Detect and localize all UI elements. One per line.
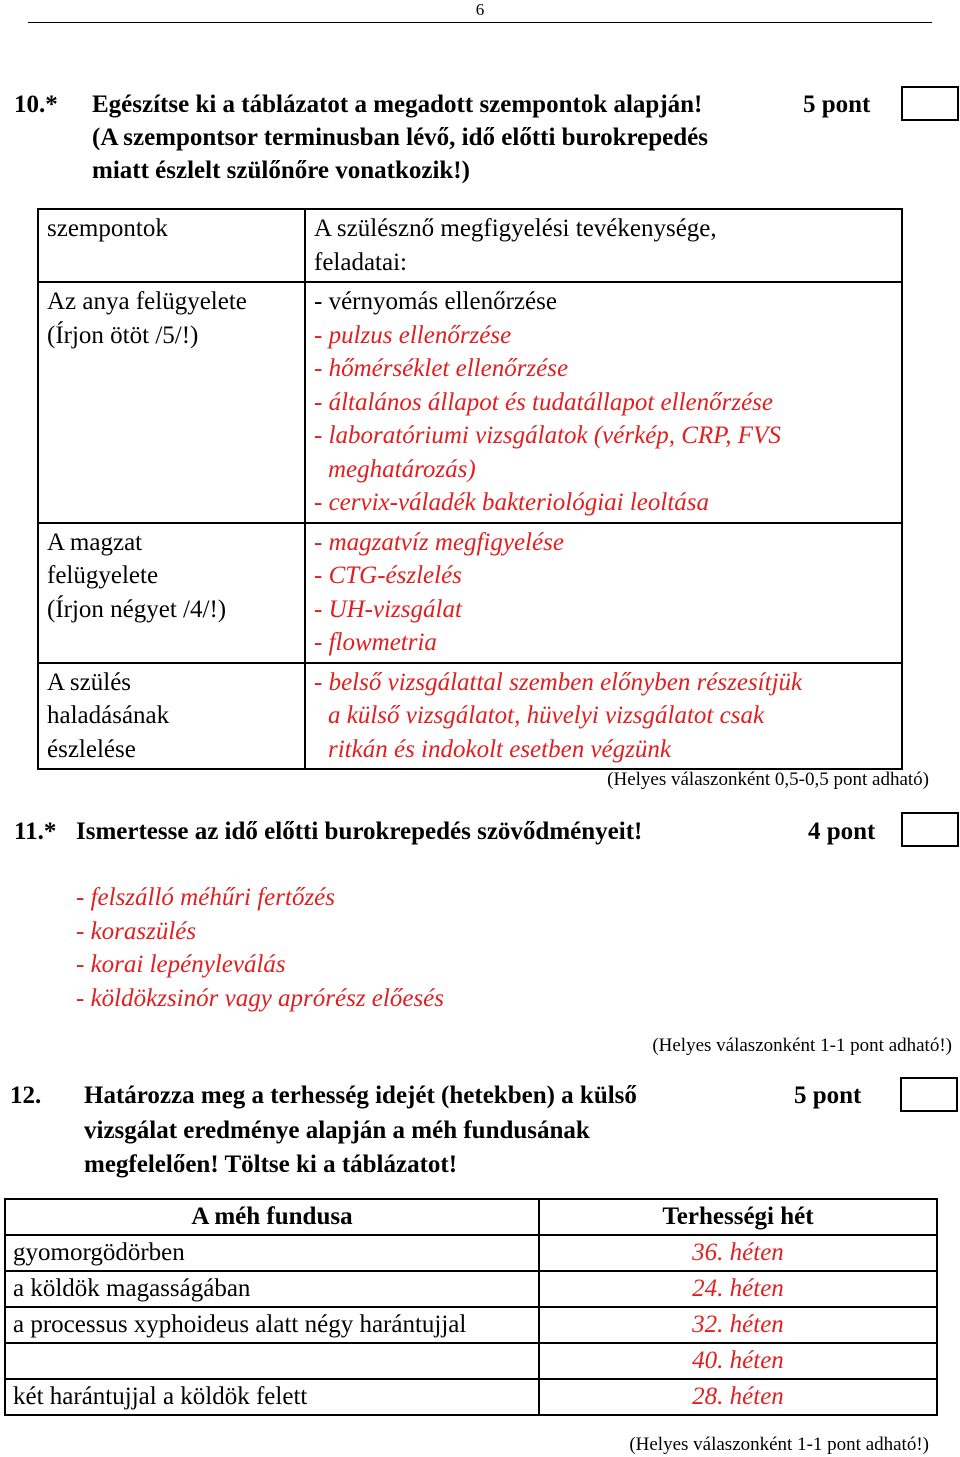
- label-line: (Írjon ötöt /5/!): [47, 321, 199, 349]
- row-answers: [305, 282, 902, 523]
- q12-note: (Helyes válaszonként 1-1 pont adható!): [629, 1434, 929, 1455]
- answer-item: - általános állapot és tudatállapot ellenőrzése: [314, 388, 773, 416]
- header-fundus: A méh fundusa: [5, 1199, 539, 1235]
- row-label: [38, 523, 305, 663]
- answer-item: - koraszülés: [76, 917, 197, 945]
- q11-number: 11.*: [14, 818, 57, 845]
- q10-score-box[interactable]: [901, 86, 959, 121]
- q10-table-header-row: [38, 209, 902, 282]
- label-line: észlelése: [47, 735, 136, 763]
- q11-text: Ismertesse az idő előtti burokrepedés szövődményeit!: [76, 818, 643, 845]
- q10-header-col2: [305, 209, 902, 282]
- q10-table: [37, 208, 903, 770]
- q10-row-labour: [38, 663, 902, 770]
- header-line: A szülésznő megfigyelési tevékenysége,: [314, 215, 717, 242]
- q12-table-header-row: [5, 1199, 937, 1235]
- page-number: 6: [475, 0, 485, 19]
- q12-row: [5, 1271, 937, 1307]
- q12-row: [5, 1307, 937, 1343]
- q10-header-col1: [38, 209, 305, 282]
- header-week: Terhességi hét: [539, 1199, 937, 1235]
- answer-item: - korai lepényleválás: [76, 951, 286, 978]
- q11-points: 4 pont: [808, 818, 876, 845]
- q10-note: (Helyes válaszonként 0,5-0,5 pont adható): [607, 769, 929, 790]
- q10-row-mother: [38, 282, 902, 523]
- fundus-cell: a processus xyphoideus alatt négy harántujjal: [5, 1307, 539, 1343]
- week-cell: 32. héten: [539, 1307, 937, 1343]
- q11-answers: [76, 881, 444, 1015]
- answer-item: - vérnyomás ellenőrzése: [314, 288, 557, 315]
- fundus-cell: [5, 1343, 539, 1379]
- q12-text-line-3: megfelelően! Töltse ki a táblázatot!: [84, 1151, 458, 1178]
- answer-item: a külső vizsgálatot, hüvelyi vizsgálatot csak: [328, 702, 765, 729]
- q12-score-box[interactable]: [900, 1077, 958, 1112]
- q12-row: [5, 1343, 937, 1379]
- q12-text-line-2: vizsgálat eredménye alapján a méh fundusának: [84, 1117, 590, 1144]
- q12-table: [4, 1198, 938, 1416]
- header-label: szempontok: [47, 215, 168, 242]
- answer-item: ritkán és indokolt esetben végzünk: [328, 735, 671, 763]
- row-answers: [305, 523, 902, 663]
- label-line: A szülés: [47, 668, 132, 696]
- header-rule: [28, 22, 932, 23]
- fundus-cell: gyomorgödörben: [5, 1235, 539, 1271]
- answer-item: meghatározás): [328, 455, 476, 483]
- q12-row: [5, 1235, 937, 1271]
- answer-item: - UH-vizsgálat: [314, 595, 462, 623]
- fundus-cell: a köldök magasságában: [5, 1271, 539, 1307]
- q10-text-line-2: (A szempontsor terminusban lévő, idő előtti burokrepedés: [92, 124, 708, 151]
- answer-item: - magzatvíz megfigyelése: [314, 528, 564, 556]
- label-line: haladásának: [47, 702, 170, 729]
- row-answers: [305, 663, 902, 770]
- q10-text-line-3: miatt észlelt szülőnőre vonatkozik!): [92, 157, 470, 184]
- q11-score-box[interactable]: [901, 812, 959, 847]
- fundus-cell: két harántujjal a köldök felett: [5, 1379, 539, 1415]
- answer-item: - hőmérséklet ellenőrzése: [314, 355, 569, 382]
- week-cell: 28. héten: [539, 1379, 937, 1415]
- label-line: A magzat: [47, 528, 143, 556]
- header-line: feladatai:: [314, 248, 407, 276]
- q10-points: 5 pont: [803, 91, 871, 118]
- week-cell: 40. héten: [539, 1343, 937, 1379]
- q12-text-line-1: Határozza meg a terhesség idejét (hetekben) a külső: [84, 1082, 637, 1109]
- q10-row-fetus: [38, 523, 902, 663]
- q10-text-line-1: Egészítse ki a táblázatot a megadott szempontok alapján!: [92, 91, 703, 118]
- answer-item: - flowmetria: [314, 629, 437, 656]
- answer-item: - CTG-észlelés: [314, 562, 462, 589]
- q11-note: (Helyes válaszonként 1-1 pont adható!): [652, 1035, 952, 1056]
- answer-item: - cervix-váladék bakteriológiai leoltása: [314, 489, 710, 516]
- label-line: felügyelete: [47, 562, 159, 589]
- label-line: (Írjon négyet /4/!): [47, 595, 227, 623]
- q12-points: 5 pont: [794, 1082, 862, 1109]
- week-cell: 36. héten: [539, 1235, 937, 1271]
- row-label: [38, 663, 305, 770]
- q10-number: 10.*: [14, 91, 58, 118]
- q12-number: 12.: [10, 1082, 42, 1109]
- label-line: Az anya felügyelete: [47, 288, 247, 315]
- answer-item: - pulzus ellenőrzése: [314, 321, 512, 349]
- answer-item: - laboratóriumi vizsgálatok (vérkép, CRP, FVS: [314, 422, 781, 449]
- row-label: [38, 282, 305, 523]
- answer-item: - belső vizsgálattal szemben előnyben részesítjük: [314, 668, 803, 696]
- answer-item: - köldökzsinór vagy aprórész előesés: [76, 984, 444, 1012]
- q12-row: [5, 1379, 937, 1415]
- week-cell: 24. héten: [539, 1271, 937, 1307]
- answer-item: - felszálló méhűri fertőzés: [76, 884, 336, 911]
